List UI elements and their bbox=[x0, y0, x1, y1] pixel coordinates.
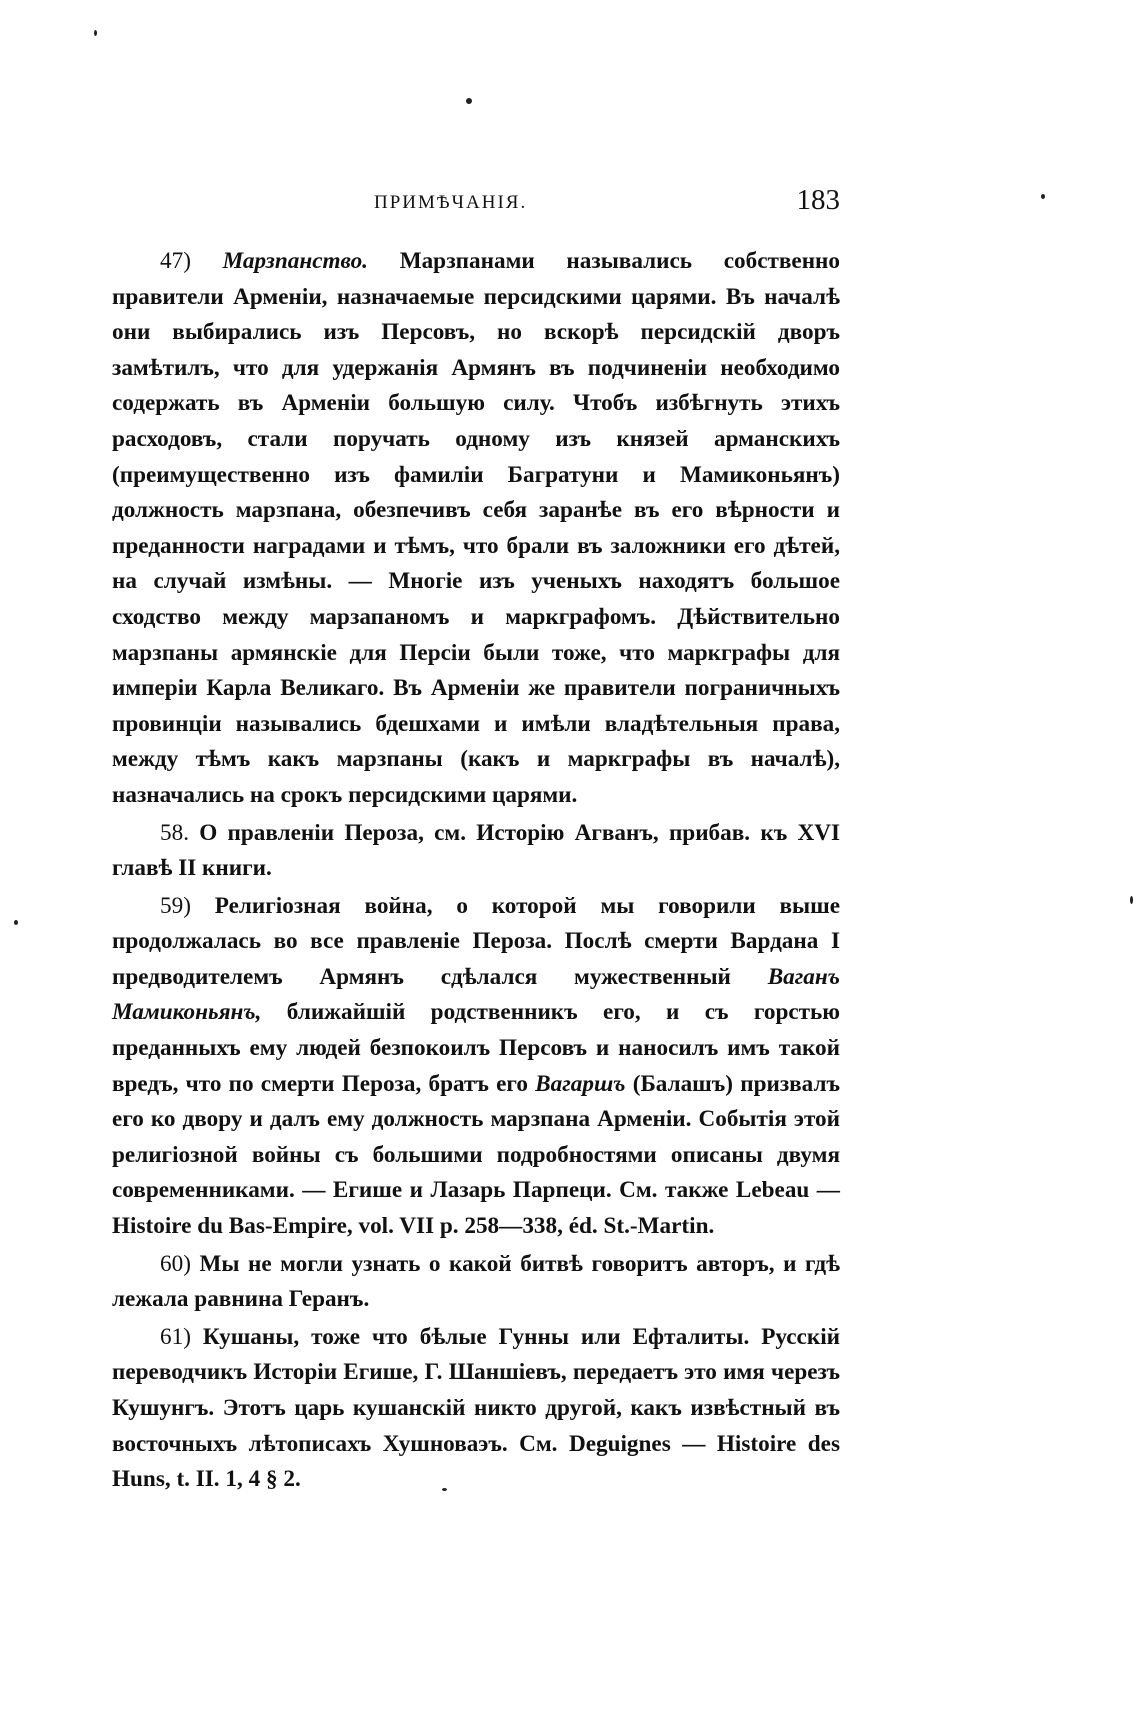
note-60 bbox=[112, 1247, 840, 1318]
note-number: 60) bbox=[160, 1250, 191, 1277]
print-speck bbox=[14, 920, 18, 925]
running-head: ПРИМѢЧАНІЯ. bbox=[374, 192, 528, 213]
print-speck bbox=[94, 30, 97, 36]
note-number: 58. bbox=[160, 819, 189, 846]
page-number: 183 bbox=[796, 184, 840, 216]
note-number: 59) bbox=[160, 892, 191, 919]
note-text: Религіозная война, о которой мы говорили выше продолжалась во все правленіе Пероза. Послѣ смерти Вардана I предводителемъ Армянъ сдѣлался мужественный bbox=[112, 892, 841, 990]
note-term: Марзпанство. bbox=[222, 248, 368, 274]
note-text: Кушаны, тоже что бѣлые Гунны или Ефталиты. Русскій переводчикъ Исторіи Егише, Г. Шаншіевъ, передаетъ это имя черезъ Кушунгъ. Этотъ царь кушанскій никто другой, какъ извѣстный въ восточныхъ лѣтописахъ Хушноваэъ. См. Deguignes — Histoire des Huns, t. II. 1, 4 § 2. bbox=[112, 1323, 840, 1493]
print-speck bbox=[1041, 194, 1045, 199]
note-text: Мы не могли узнать о какой битвѣ говоритъ авторъ, и гдѣ лежала равнина Геранъ. bbox=[112, 1250, 840, 1313]
note-number: 61) bbox=[160, 1323, 191, 1350]
note-text: (Балашъ) призвалъ его ко двору и далъ ему должность марзпана Арменіи. Событія этой религіозной войны съ большими подробностями описаны двумя современниками. — Егише и Лазарь Парпеци. См. также Lebeau — Histoire du Bas-Empire, vol. VII p. 258—338, éd. St.-Martin. bbox=[112, 1070, 840, 1240]
print-speck bbox=[1130, 896, 1133, 904]
person-name: Ваганъ Мамиконьянъ, bbox=[112, 963, 840, 1026]
note-47 bbox=[112, 244, 840, 814]
person-name: Вагаршъ bbox=[535, 1070, 626, 1097]
note-59 bbox=[112, 889, 840, 1245]
notes-body bbox=[112, 244, 840, 1500]
note-number: 47) bbox=[160, 248, 191, 274]
note-61 bbox=[112, 1320, 840, 1498]
note-text: Марзпанами назывались собственно правители Арменіи, назначаемые персидскими царями. Въ началѣ они выбирались изъ Персовъ, но вскорѣ персидскій дворъ замѣтилъ, что для удержанія Армянъ въ подчиненіи необходимо содержать въ Арменіи большую силу. Чтобъ избѣгнуть этихъ расходовъ, стали поручать одному изъ князей арманскихъ (преимущественно изъ фамиліи Багратуни и Мамиконьянъ) должность марзпана, обезпечивъ себя заранѣе въ его вѣрности и преданности наградами и тѣмъ, что брали въ заложники его дѣтей, на случай измѣны. — Многіе изъ ученыхъ находятъ большое сходство между марзапаномъ и маркграфомъ. Дѣйствительно марзпаны армянскіе для Персіи были тоже, что маркграфы для имперіи Карла Великаго. Въ Арменіи же правители пограничныхъ провинціи назывались бдешхами и имѣли владѣтельныя права, между тѣмъ какъ марзпаны (какъ и маркграфы въ началѣ), назначались на срокъ персидскими царями. bbox=[112, 248, 841, 808]
note-58 bbox=[112, 816, 840, 887]
print-speck bbox=[466, 98, 472, 104]
page-header bbox=[112, 184, 840, 228]
note-text: О правленіи Пероза, см. Исторію Агванъ, прибав. къ XVI главѣ II книги. bbox=[112, 819, 840, 882]
note-text: ближайшій родственникъ его, и съ горстью преданныхъ ему людей безпокоилъ Персовъ и наносилъ имъ такой вредъ, что по смерти Пероза, братъ его bbox=[112, 999, 840, 1097]
